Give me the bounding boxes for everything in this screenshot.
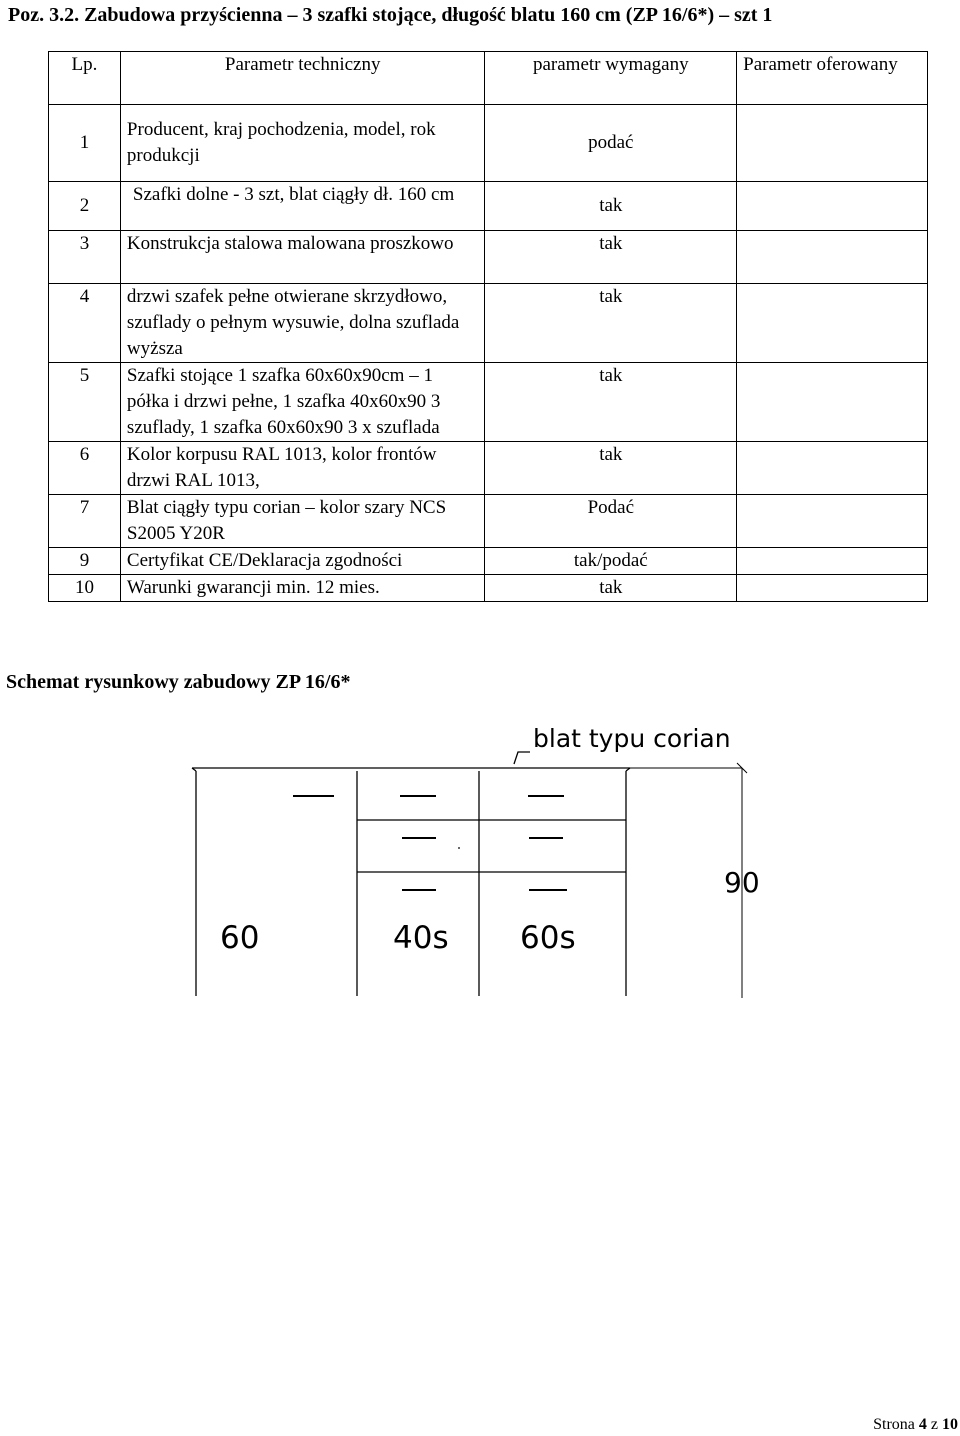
- row-lp: 9: [49, 548, 121, 575]
- row-lp: 7: [49, 495, 121, 548]
- cabinet-label-2: 40s: [393, 920, 449, 956]
- footer-page-total: 10: [942, 1416, 958, 1433]
- footer-page-number: 4: [918, 1416, 927, 1433]
- footer-prefix: Strona: [873, 1416, 919, 1433]
- row-lp: 1: [49, 105, 121, 182]
- row-lp: 3: [49, 231, 121, 284]
- row-param: Szafki stojące 1 szafka 60x60x90cm – 1 półka i drzwi pełne, 1 szafka 40x60x90 3 szuflady, 1 szafka 60x60x90 3 x szuflada: [120, 363, 485, 442]
- row-param: Producent, kraj pochodzenia, model, rok produkcji: [120, 105, 485, 182]
- row-lp: 5: [49, 363, 121, 442]
- row-required: tak/podać: [485, 548, 737, 575]
- row-lp: 10: [49, 575, 121, 602]
- row-required: tak: [485, 182, 737, 231]
- cabinet-label-1: 60: [220, 920, 260, 956]
- row-required: podać: [485, 105, 737, 182]
- row-required: tak: [485, 284, 737, 363]
- row-param: Konstrukcja stalowa malowana proszkowo: [120, 231, 485, 284]
- label-leader-line: [514, 752, 530, 764]
- row-required: tak: [485, 442, 737, 495]
- row-param: drzwi szafek pełne otwierane skrzydłowo, szuflady o pełnym wysuwie, dolna szuflada wyższa: [120, 284, 485, 363]
- row-param: Kolor korpusu RAL 1013, kolor frontów drzwi RAL 1013,: [120, 442, 485, 495]
- header-offered: Parametr oferowany: [737, 52, 928, 105]
- header-lp: Lp.: [49, 52, 121, 105]
- row-required: tak: [485, 363, 737, 442]
- document-title: Poz. 3.2. Zabudowa przyścienna – 3 szafki stojące, długość blatu 160 cm (ZP 16/6*) – szt 1: [8, 4, 773, 26]
- height-label: 90: [724, 866, 760, 899]
- row-lp: 2: [49, 182, 121, 231]
- row-param: Warunki gwarancji min. 12 mies.: [120, 575, 485, 602]
- row-required: Podać: [485, 495, 737, 548]
- row-lp: 6: [49, 442, 121, 495]
- row-required: tak: [485, 231, 737, 284]
- schema-title: Schemat rysunkowy zabudowy ZP 16/6*: [6, 671, 351, 693]
- row-param: Blat ciągły typu corian – kolor szary NCS S2005 Y20R: [120, 495, 485, 548]
- header-param: Parametr techniczny: [120, 52, 485, 105]
- footer-middle: z: [926, 1416, 942, 1433]
- row-lp: 4: [49, 284, 121, 363]
- row-required: tak: [485, 575, 737, 602]
- page-footer: [873, 1416, 958, 1434]
- cabinet-label-3: 60s: [520, 920, 576, 956]
- row-param: Certyfikat CE/Deklaracja zgodności: [120, 548, 485, 575]
- header-required: parametr wymagany: [485, 52, 737, 105]
- row-param: Szafki dolne - 3 szt, blat ciągły dł. 160 cm: [120, 182, 485, 231]
- countertop-label: blat typu corian: [533, 724, 731, 753]
